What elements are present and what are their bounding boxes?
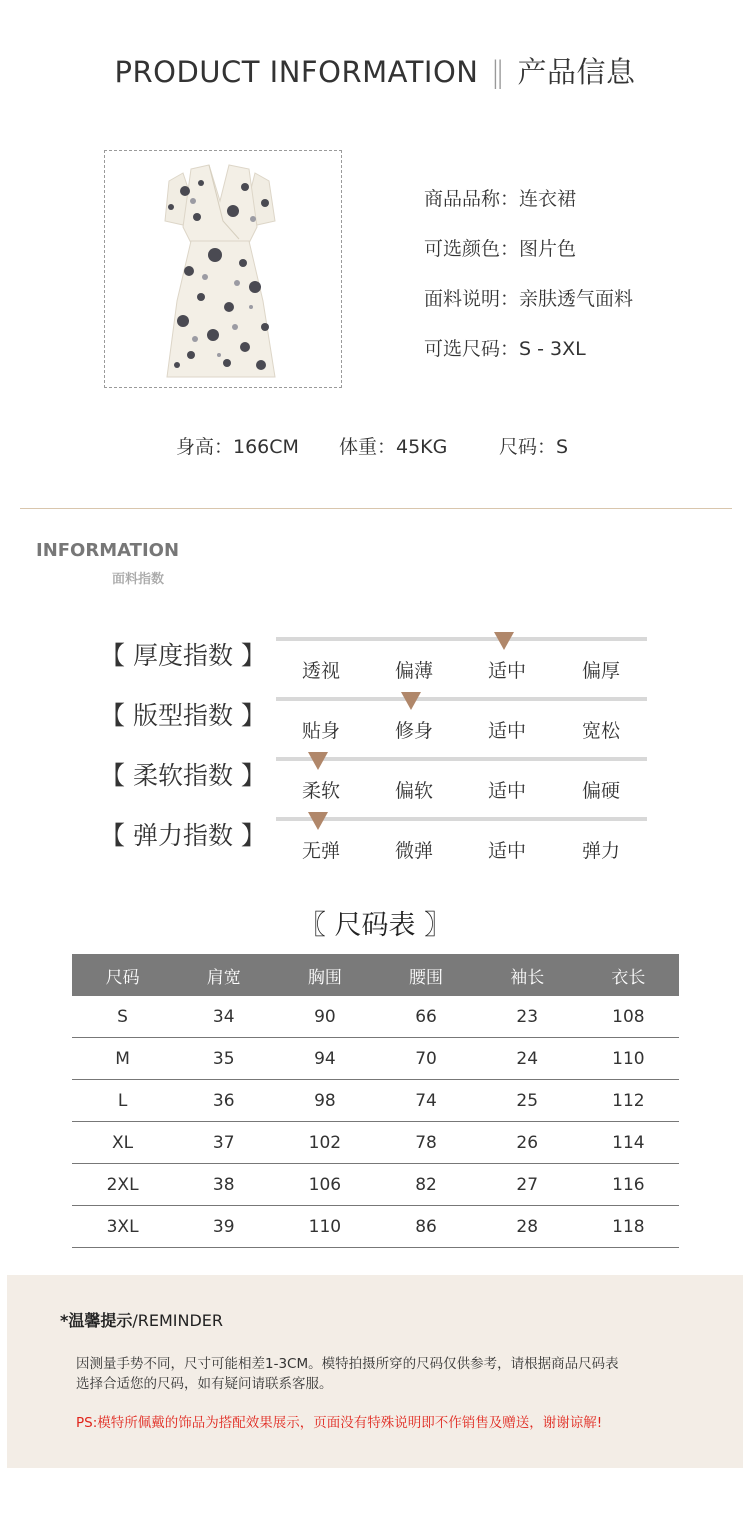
- reminder-text-line1: 因测量手势不同，尺寸可能相差1-3CM。模特拍摄所穿的尺码仅供参考，请根据商品尺码表: [76, 1356, 619, 1372]
- page-title: [0, 50, 750, 91]
- index-option: 弹力: [581, 840, 620, 862]
- table-cell: 25: [477, 1080, 578, 1122]
- index-option: 柔软: [301, 780, 340, 802]
- table-cell: 3XL: [72, 1206, 173, 1248]
- index-option: 偏薄: [394, 660, 433, 682]
- table-cell: 24: [477, 1038, 578, 1080]
- table-cell: 23: [477, 996, 578, 1038]
- table-row: [72, 996, 679, 1038]
- title-separator: ‖: [490, 55, 506, 89]
- table-cell: 82: [375, 1164, 476, 1206]
- index-option: 修身: [394, 720, 433, 742]
- table-cell: 74: [375, 1080, 476, 1122]
- index-option: 适中: [487, 780, 526, 802]
- size-table-header-cell: 袖长: [477, 954, 578, 996]
- table-cell: 28: [477, 1206, 578, 1248]
- table-cell: 110: [274, 1206, 375, 1248]
- product-sizes: 可选尺码：S - 3XL: [424, 338, 586, 360]
- reminder-text-line2: 选择合适您的尺码，如有疑问请联系客服。: [76, 1376, 333, 1392]
- table-cell: 90: [274, 996, 375, 1038]
- index-scale-bar: [276, 697, 647, 701]
- reminder-title-en: /REMINDER: [132, 1311, 224, 1330]
- table-cell: 108: [578, 996, 679, 1038]
- reminder-ps: PS:模特所佩戴的饰品为搭配效果展示，页面没有特殊说明即不作销售及赠送，谢谢谅解!: [76, 1415, 603, 1431]
- reminder-title-cn: *温馨提示: [60, 1311, 133, 1330]
- index-marker: [494, 632, 514, 650]
- model-weight: 体重：45KG: [339, 436, 448, 458]
- index-scale-bar: [276, 637, 647, 641]
- size-table-header: [72, 954, 679, 996]
- index-option: 偏厚: [581, 660, 620, 682]
- product-color: 可选颜色：图片色: [424, 238, 577, 260]
- table-cell: 26: [477, 1122, 578, 1164]
- index-option: 贴身: [301, 720, 340, 742]
- index-label: 【 弹力指数 】: [100, 821, 266, 850]
- page-title-cn: 产品信息: [517, 55, 636, 89]
- section-title-cn: 面料指数: [112, 572, 165, 587]
- table-cell: 102: [274, 1122, 375, 1164]
- model-size: 尺码：S: [499, 436, 569, 458]
- table-cell: 39: [173, 1206, 274, 1248]
- table-cell: XL: [72, 1122, 173, 1164]
- page-title-en: PRODUCT INFORMATION: [114, 55, 479, 89]
- table-cell: 106: [274, 1164, 375, 1206]
- product-name: 商品品称：连衣裙: [424, 188, 577, 210]
- section-divider: [20, 508, 732, 509]
- index-label: 【 厚度指数 】: [100, 641, 266, 670]
- table-cell: 110: [578, 1038, 679, 1080]
- index-option: 适中: [487, 660, 526, 682]
- table-cell: M: [72, 1038, 173, 1080]
- table-cell: 116: [578, 1164, 679, 1206]
- table-cell: 86: [375, 1206, 476, 1248]
- size-table-header-cell: 尺码: [72, 954, 173, 996]
- section-title-en: INFORMATION: [36, 540, 180, 561]
- size-table: [72, 954, 679, 1248]
- table-cell: 114: [578, 1122, 679, 1164]
- size-chart-title: 〖 尺码表 〗: [298, 910, 452, 941]
- table-row: [72, 1164, 679, 1206]
- reminder-title: [60, 1308, 223, 1331]
- table-cell: 37: [173, 1122, 274, 1164]
- index-option: 透视: [301, 660, 340, 682]
- model-height: 身高：166CM: [176, 436, 299, 458]
- table-cell: 2XL: [72, 1164, 173, 1206]
- table-row: [72, 1038, 679, 1080]
- table-cell: 35: [173, 1038, 274, 1080]
- dress-image: [105, 151, 341, 387]
- index-label: 【 柔软指数 】: [100, 761, 266, 790]
- table-cell: 78: [375, 1122, 476, 1164]
- table-row: [72, 1206, 679, 1248]
- table-cell: 27: [477, 1164, 578, 1206]
- index-option: 适中: [487, 840, 526, 862]
- table-cell: 94: [274, 1038, 375, 1080]
- table-cell: 112: [578, 1080, 679, 1122]
- index-scale-bar: [276, 757, 647, 761]
- index-option: 微弹: [394, 840, 433, 862]
- index-marker: [308, 812, 328, 830]
- size-table-header-cell: 肩宽: [173, 954, 274, 996]
- product-fabric: 面料说明：亲肤透气面料: [424, 288, 634, 310]
- table-cell: L: [72, 1080, 173, 1122]
- size-table-header-cell: 衣长: [578, 954, 679, 996]
- table-cell: 98: [274, 1080, 375, 1122]
- table-cell: 34: [173, 996, 274, 1038]
- index-marker: [308, 752, 328, 770]
- index-option: 适中: [487, 720, 526, 742]
- index-label: 【 版型指数 】: [100, 701, 266, 730]
- index-option: 偏硬: [581, 780, 620, 802]
- index-option: 无弹: [301, 840, 340, 862]
- table-cell: 38: [173, 1164, 274, 1206]
- index-option: 偏软: [394, 780, 433, 802]
- size-table-header-cell: 胸围: [274, 954, 375, 996]
- index-scale-bar: [276, 817, 647, 821]
- table-cell: 36: [173, 1080, 274, 1122]
- table-cell: 118: [578, 1206, 679, 1248]
- size-table-header-cell: 腰围: [375, 954, 476, 996]
- table-cell: 70: [375, 1038, 476, 1080]
- index-marker: [401, 692, 421, 710]
- product-image-frame: [104, 150, 342, 388]
- table-cell: 66: [375, 996, 476, 1038]
- index-option: 宽松: [581, 720, 620, 742]
- table-row: [72, 1080, 679, 1122]
- table-row: [72, 1122, 679, 1164]
- table-cell: S: [72, 996, 173, 1038]
